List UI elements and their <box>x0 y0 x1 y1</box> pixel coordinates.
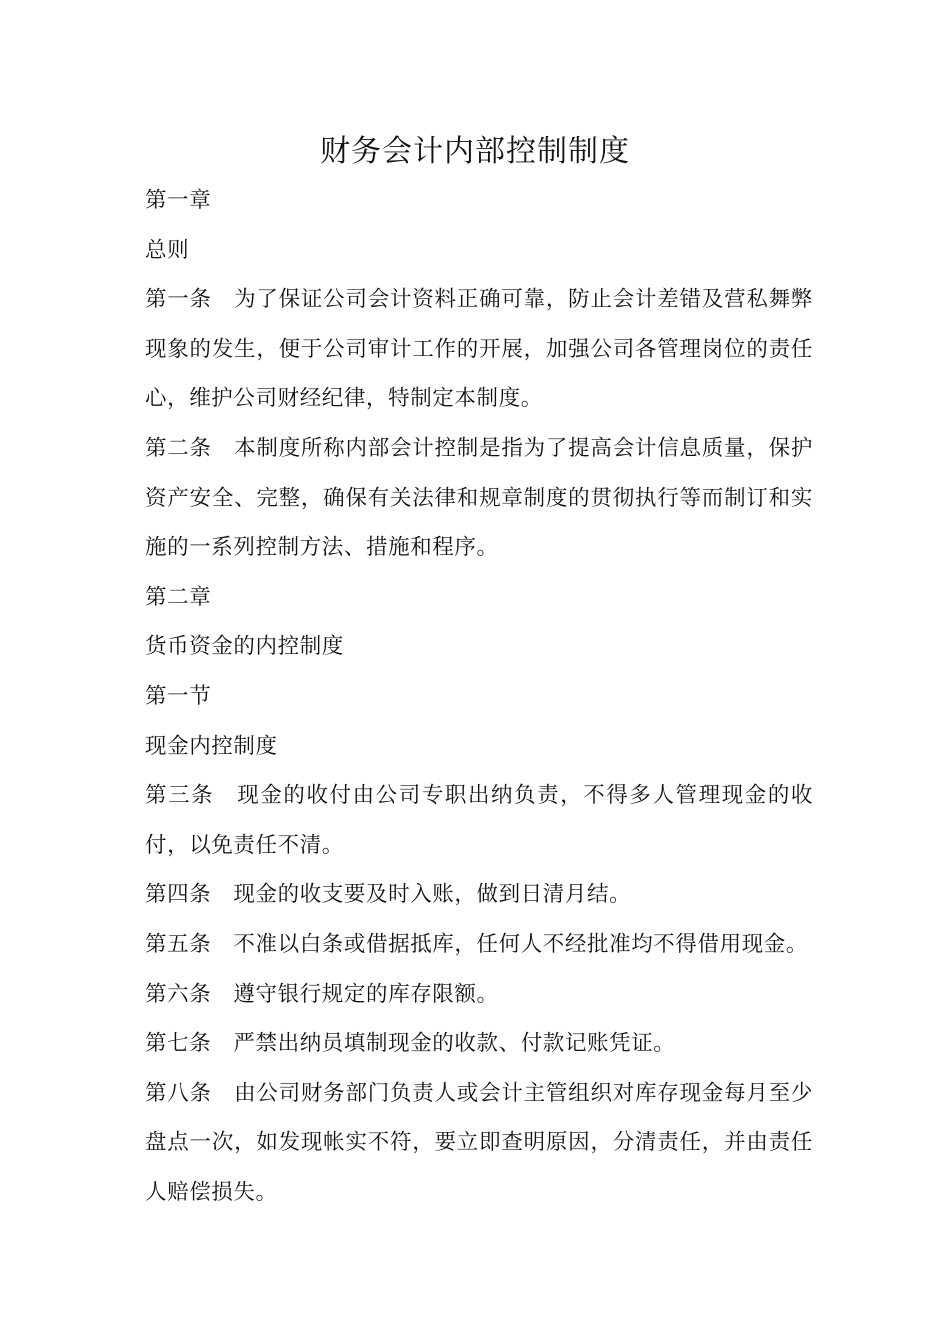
chapter-heading: 第二章 <box>145 584 212 610</box>
article-paragraph: 第七条 严禁出纳员填制现金的收款、付款记账凭证。 <box>145 1031 676 1057</box>
document-title: 财务会计内部控制制度 <box>320 134 630 169</box>
article-paragraph: 第六条 遵守银行规定的库存限额。 <box>145 981 499 1007</box>
article-paragraph: 第四条 现金的收支要及时入账，做到日清月结。 <box>145 882 632 908</box>
article-paragraph: 第五条 不准以白条或借据抵库，任何人不经批准均不得借用现金。 <box>145 931 809 957</box>
chapter-title: 总则 <box>145 237 190 263</box>
article-paragraph: 第八条 由公司财务部门负责人或会计主管组织对库存现金每月至少盘点一次，如发现帐实不符，要立即查明原因，分清责任，并由责任人赔偿损失。 <box>145 1080 813 1205</box>
section-title: 现金内控制度 <box>145 733 278 759</box>
article-paragraph: 第三条 现金的收付由公司专职出纳负责，不得多人管理现金的收付，以免责任不清。 <box>145 783 813 858</box>
document-body <box>145 176 813 1217</box>
article-paragraph: 第二条 本制度所称内部会计控制是指为了提高会计信息质量，保护资产安全、完整，确保有关法律和规章制度的贯彻执行等而制订和实施的一系列控制方法、措施和程序。 <box>145 435 813 561</box>
chapter-heading: 第一章 <box>145 188 212 213</box>
chapter-title: 货币资金的内控制度 <box>145 634 344 660</box>
article-paragraph: 第一条 为了保证公司会计资料正确可靠，防止会计差错及营私舞弊现象的发生，便于公司审计工作的开展，加强公司各管理岗位的责任心，维护公司财经纪律，特制定本制度。 <box>145 287 813 412</box>
section-heading: 第一节 <box>145 683 212 709</box>
